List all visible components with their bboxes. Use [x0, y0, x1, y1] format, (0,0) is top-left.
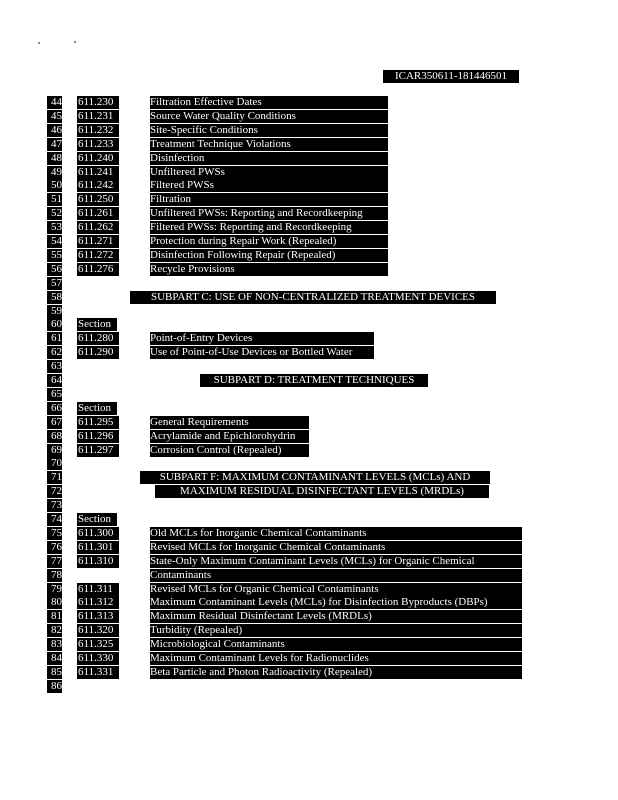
line-number: 69 — [47, 444, 62, 457]
section-title: Disinfection Following Repair (Repealed) — [150, 249, 388, 262]
section-title: Disinfection — [150, 152, 388, 165]
section-number: 611.313 — [77, 610, 119, 623]
toc-line — [0, 666, 618, 680]
section-number: 611.331 — [77, 666, 119, 679]
toc-line — [0, 249, 618, 263]
section-number: 611.232 — [77, 124, 119, 137]
line-number: 59 — [47, 305, 62, 318]
line-number: 84 — [47, 652, 62, 665]
section-column-heading: Section — [77, 402, 117, 415]
toc-line — [0, 624, 618, 638]
line-number: 70 — [47, 457, 62, 470]
toc-line — [0, 193, 618, 207]
section-title: Filtered PWSs — [150, 179, 388, 192]
section-number: 611.312 — [77, 596, 119, 609]
section-title: Beta Particle and Photon Radioactivity (Repealed) — [150, 666, 522, 679]
section-number: 611.230 — [77, 96, 119, 109]
toc-line — [0, 583, 618, 597]
line-number: 49 — [47, 166, 62, 179]
line-number: 85 — [47, 666, 62, 679]
section-title: Source Water Quality Conditions — [150, 110, 388, 123]
section-number: 611.272 — [77, 249, 119, 262]
section-title: Use of Point-of-Use Devices or Bottled Water — [150, 346, 374, 359]
toc-line — [0, 499, 618, 513]
subpart-heading: SUBPART D: TREATMENT TECHNIQUES — [200, 374, 428, 387]
scan-specks — [38, 38, 88, 46]
document-code: ICAR350611-181446501 — [383, 70, 519, 83]
section-title: Old MCLs for Inorganic Chemical Contaminants — [150, 527, 522, 540]
line-number: 77 — [47, 555, 62, 568]
toc-line — [0, 402, 618, 416]
line-number: 71 — [47, 471, 62, 484]
line-number: 50 — [47, 179, 62, 192]
subpart-heading: MAXIMUM RESIDUAL DISINFECTANT LEVELS (MRDLs) — [155, 485, 489, 498]
section-title: Revised MCLs for Organic Chemical Contaminants — [150, 583, 522, 596]
toc-line — [0, 263, 618, 277]
toc-line — [0, 138, 618, 152]
section-title: Microbiological Contaminants — [150, 638, 522, 651]
line-number: 65 — [47, 388, 62, 401]
line-number: 45 — [47, 110, 62, 123]
toc-line — [0, 374, 618, 388]
line-number: 60 — [47, 318, 62, 331]
toc-line — [0, 318, 618, 332]
section-number: 611.242 — [77, 179, 119, 192]
section-title: Filtered PWSs: Reporting and Recordkeeping — [150, 221, 388, 234]
section-title: Corrosion Control (Repealed) — [150, 444, 309, 457]
toc-line — [0, 430, 618, 444]
toc-line — [0, 569, 618, 583]
section-number: 611.297 — [77, 444, 119, 457]
section-number: 611.262 — [77, 221, 119, 234]
toc-line — [0, 207, 618, 221]
section-column-heading: Section — [77, 318, 117, 331]
section-title: Unfiltered PWSs — [150, 166, 388, 179]
line-number: 62 — [47, 346, 62, 359]
line-number: 54 — [47, 235, 62, 248]
line-number: 82 — [47, 624, 62, 637]
section-number: 611.330 — [77, 652, 119, 665]
section-number: 611.231 — [77, 110, 119, 123]
toc-line — [0, 652, 618, 666]
toc-line — [0, 332, 618, 346]
section-number: 611.280 — [77, 332, 119, 345]
section-title: Site-Specific Conditions — [150, 124, 388, 137]
toc-line — [0, 124, 618, 138]
section-number: 611.233 — [77, 138, 119, 151]
toc-line — [0, 291, 618, 305]
toc-line — [0, 680, 618, 694]
line-number: 86 — [47, 680, 62, 693]
section-title: Treatment Technique Violations — [150, 138, 388, 151]
toc-line — [0, 416, 618, 430]
toc-line — [0, 471, 618, 485]
line-number: 76 — [47, 541, 62, 554]
line-number: 52 — [47, 207, 62, 220]
toc-line — [0, 388, 618, 402]
section-number: 611.261 — [77, 207, 119, 220]
toc-line — [0, 360, 618, 374]
line-number: 75 — [47, 527, 62, 540]
section-title: Point-of-Entry Devices — [150, 332, 374, 345]
section-title: Filtration — [150, 193, 388, 206]
toc-line — [0, 527, 618, 541]
line-number: 61 — [47, 332, 62, 345]
toc-line — [0, 485, 618, 499]
toc-line — [0, 305, 618, 319]
section-number: 611.296 — [77, 430, 119, 443]
section-title: Turbidity (Repealed) — [150, 624, 522, 637]
section-title: Unfiltered PWSs: Reporting and Recordkeeping — [150, 207, 388, 220]
line-number: 72 — [47, 485, 62, 498]
section-number: 611.241 — [77, 166, 119, 179]
section-number: 611.311 — [77, 583, 119, 596]
toc-line — [0, 221, 618, 235]
toc-line — [0, 96, 618, 110]
toc-line — [0, 346, 618, 360]
line-number: 48 — [47, 152, 62, 165]
line-number: 51 — [47, 193, 62, 206]
line-number: 79 — [47, 583, 62, 596]
section-title: General Requirements — [150, 416, 309, 429]
line-number: 67 — [47, 416, 62, 429]
section-number: 611.271 — [77, 235, 119, 248]
section-column-heading: Section — [77, 513, 117, 526]
section-number: 611.310 — [77, 555, 119, 568]
section-number: 611.300 — [77, 527, 119, 540]
toc-line — [0, 166, 618, 180]
toc-line — [0, 555, 618, 569]
line-number: 44 — [47, 96, 62, 109]
section-title: Maximum Contaminant Levels (MCLs) for Disinfection Byproducts (DBPs) — [150, 596, 522, 609]
line-number: 66 — [47, 402, 62, 415]
subpart-heading: SUBPART F: MAXIMUM CONTAMINANT LEVELS (MCLs) AND — [140, 471, 490, 484]
line-number: 53 — [47, 221, 62, 234]
line-number: 63 — [47, 360, 62, 373]
line-number: 64 — [47, 374, 62, 387]
toc-line — [0, 610, 618, 624]
toc-line — [0, 513, 618, 527]
line-number: 56 — [47, 263, 62, 276]
toc-line — [0, 457, 618, 471]
line-number: 83 — [47, 638, 62, 651]
line-number: 58 — [47, 291, 62, 304]
toc-line — [0, 152, 618, 166]
line-number: 47 — [47, 138, 62, 151]
toc-line — [0, 596, 618, 610]
section-number: 611.290 — [77, 346, 119, 359]
section-title: Acrylamide and Epichlorohydrin — [150, 430, 309, 443]
section-number: 611.301 — [77, 541, 119, 554]
section-number: 611.320 — [77, 624, 119, 637]
line-number: 80 — [47, 596, 62, 609]
section-number: 611.240 — [77, 152, 119, 165]
section-title: Recycle Provisions — [150, 263, 388, 276]
line-number: 73 — [47, 499, 62, 512]
section-title: Revised MCLs for Inorganic Chemical Contaminants — [150, 541, 522, 554]
toc-line — [0, 235, 618, 249]
toc-line — [0, 179, 618, 193]
section-title: Maximum Residual Disinfectant Levels (MRDLs) — [150, 610, 522, 623]
line-number: 81 — [47, 610, 62, 623]
toc-line — [0, 277, 618, 291]
subpart-heading: SUBPART C: USE OF NON-CENTRALIZED TREATMENT DEVICES — [130, 291, 496, 304]
line-number: 78 — [47, 569, 62, 582]
line-number: 57 — [47, 277, 62, 290]
section-number: 611.325 — [77, 638, 119, 651]
toc-line — [0, 110, 618, 124]
line-number: 74 — [47, 513, 62, 526]
toc-line — [0, 444, 618, 458]
line-number: 55 — [47, 249, 62, 262]
section-title: Contaminants — [150, 569, 522, 582]
section-number: 611.250 — [77, 193, 119, 206]
section-number: 611.276 — [77, 263, 119, 276]
section-title: State-Only Maximum Contaminant Levels (MCLs) for Organic Chemical — [150, 555, 522, 568]
line-number: 68 — [47, 430, 62, 443]
line-number: 46 — [47, 124, 62, 137]
section-title: Protection during Repair Work (Repealed) — [150, 235, 388, 248]
toc-line — [0, 638, 618, 652]
section-number: 611.295 — [77, 416, 119, 429]
section-title: Maximum Contaminant Levels for Radionuclides — [150, 652, 522, 665]
section-title: Filtration Effective Dates — [150, 96, 388, 109]
toc-line — [0, 541, 618, 555]
